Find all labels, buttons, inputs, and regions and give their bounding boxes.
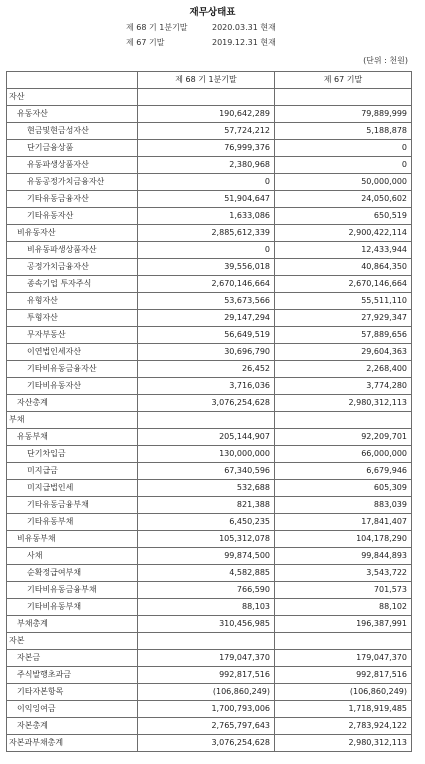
- current-period-value: 190,642,289: [138, 106, 275, 123]
- prior-period-value: 2,980,312,113: [275, 735, 412, 752]
- table-row: [7, 225, 412, 242]
- row-label: 기타비유동금융자산: [7, 361, 138, 378]
- prior-period-value: 57,889,656: [275, 327, 412, 344]
- row-label: 기타유동부채: [7, 514, 138, 531]
- table-row: [7, 344, 412, 361]
- period-prior-line: [126, 37, 276, 48]
- prior-period-value: 99,844,893: [275, 548, 412, 565]
- current-period-value: [138, 633, 275, 650]
- table-row: [7, 514, 412, 531]
- prior-period-value: 40,864,350: [275, 259, 412, 276]
- table-row: [7, 531, 412, 548]
- row-label: 비유동부채: [7, 531, 138, 548]
- row-label: 기타자본항목: [7, 684, 138, 701]
- row-label: 자산총계: [7, 395, 138, 412]
- current-period-value: 99,874,500: [138, 548, 275, 565]
- current-period-value: 56,649,519: [138, 327, 275, 344]
- row-label: 주식발행초과금: [7, 667, 138, 684]
- current-period-value: [138, 89, 275, 106]
- current-period-value: 821,388: [138, 497, 275, 514]
- current-period-value: 30,696,790: [138, 344, 275, 361]
- prior-period-value: [275, 412, 412, 429]
- current-period-value: 4,582,885: [138, 565, 275, 582]
- prior-period-value: (106,860,249): [275, 684, 412, 701]
- row-label: 종속기업 투자주식: [7, 276, 138, 293]
- table-row: [7, 582, 412, 599]
- prior-period-value: 27,929,347: [275, 310, 412, 327]
- current-period-value: 1,700,793,006: [138, 701, 275, 718]
- table-row: [7, 242, 412, 259]
- row-label: 순확정급여부채: [7, 565, 138, 582]
- current-period-value: 67,340,596: [138, 463, 275, 480]
- row-label: 공정가치금융자산: [7, 259, 138, 276]
- row-label: 유동자산: [7, 106, 138, 123]
- prior-period-value: 104,178,290: [275, 531, 412, 548]
- prior-period-value: 179,047,370: [275, 650, 412, 667]
- table-row: [7, 106, 412, 123]
- table-row: [7, 140, 412, 157]
- table-row: [7, 174, 412, 191]
- current-period-value: 29,147,294: [138, 310, 275, 327]
- table-row: [7, 276, 412, 293]
- prior-period-value: 2,268,400: [275, 361, 412, 378]
- table-row: [7, 599, 412, 616]
- row-label: 기타유동금융부채: [7, 497, 138, 514]
- row-label: 자본: [7, 633, 138, 650]
- table-row: [7, 429, 412, 446]
- current-period-value: 88,103: [138, 599, 275, 616]
- current-period-value: 1,633,086: [138, 208, 275, 225]
- current-period-value: 2,885,612,339: [138, 225, 275, 242]
- row-label: 부채총계: [7, 616, 138, 633]
- row-label: 미지급법인세: [7, 480, 138, 497]
- period-current-line: [126, 22, 276, 33]
- period-prior-date: 2019.12.31 현재: [212, 38, 276, 47]
- row-label: 단기차입금: [7, 446, 138, 463]
- row-label: 부채: [7, 412, 138, 429]
- current-period-value: 3,076,254,628: [138, 735, 275, 752]
- row-label: 단기금융상품: [7, 140, 138, 157]
- statement-title: 재무상태표: [189, 7, 236, 18]
- table-row: [7, 123, 412, 140]
- prior-period-value: 1,718,919,485: [275, 701, 412, 718]
- prior-period-value: 883,039: [275, 497, 412, 514]
- table-row: [7, 480, 412, 497]
- table-row: [7, 157, 412, 174]
- current-period-value: 310,456,985: [138, 616, 275, 633]
- row-label: 자본과부채총계: [7, 735, 138, 752]
- row-label: 자본총계: [7, 718, 138, 735]
- table-row: [7, 89, 412, 106]
- period-current-label: 제 68 기 1분기말: [126, 23, 188, 32]
- prior-period-value: 0: [275, 140, 412, 157]
- table-row: [7, 327, 412, 344]
- prior-period-value: 3,543,722: [275, 565, 412, 582]
- current-period-value: 179,047,370: [138, 650, 275, 667]
- row-label: 유동파생상품자산: [7, 157, 138, 174]
- table-row: [7, 208, 412, 225]
- table-row: [7, 718, 412, 735]
- prior-period-value: 3,774,280: [275, 378, 412, 395]
- prior-period-value: 88,102: [275, 599, 412, 616]
- current-period-value: 76,999,376: [138, 140, 275, 157]
- prior-period-value: 50,000,000: [275, 174, 412, 191]
- table-row: [7, 361, 412, 378]
- current-period-value: 532,688: [138, 480, 275, 497]
- current-period-value: 51,904,647: [138, 191, 275, 208]
- prior-period-value: 605,309: [275, 480, 412, 497]
- unit-note: (단위 : 천원): [363, 56, 408, 65]
- current-period-value: 3,076,254,628: [138, 395, 275, 412]
- current-period-value: 105,312,078: [138, 531, 275, 548]
- table-row: [7, 310, 412, 327]
- row-label: 무자부동산: [7, 327, 138, 344]
- table-body: [7, 89, 412, 752]
- period-current-date: 2020.03.31 현재: [212, 23, 276, 32]
- table-header-row: [7, 72, 412, 89]
- current-period-value: 205,144,907: [138, 429, 275, 446]
- header-prior-period: 제 67 기말: [275, 72, 412, 89]
- prior-period-value: 92,209,701: [275, 429, 412, 446]
- row-label: 현금및현금성자산: [7, 123, 138, 140]
- table-row: [7, 378, 412, 395]
- row-label: 비유동파생상품자산: [7, 242, 138, 259]
- period-prior-label: 제 67 기말: [126, 38, 165, 47]
- table-row: [7, 565, 412, 582]
- row-label: 유동공정가치금융자산: [7, 174, 138, 191]
- row-label: 이익잉여금: [7, 701, 138, 718]
- prior-period-value: 5,188,878: [275, 123, 412, 140]
- header-current-period: 제 68 기 1분기말: [138, 72, 275, 89]
- current-period-value: 0: [138, 174, 275, 191]
- prior-period-value: 992,817,516: [275, 667, 412, 684]
- table-row: [7, 463, 412, 480]
- table-row: [7, 259, 412, 276]
- current-period-value: 2,670,146,664: [138, 276, 275, 293]
- table-row: [7, 548, 412, 565]
- prior-period-value: 701,573: [275, 582, 412, 599]
- row-label: 이연법인세자산: [7, 344, 138, 361]
- row-label: 사채: [7, 548, 138, 565]
- current-period-value: (106,860,249): [138, 684, 275, 701]
- row-label: 유동부채: [7, 429, 138, 446]
- row-label: 자산: [7, 89, 138, 106]
- current-period-value: 130,000,000: [138, 446, 275, 463]
- prior-period-value: 2,900,422,114: [275, 225, 412, 242]
- current-period-value: 26,452: [138, 361, 275, 378]
- row-label: 유형자산: [7, 293, 138, 310]
- table-row: [7, 735, 412, 752]
- table-row: [7, 633, 412, 650]
- header-item: [7, 72, 138, 89]
- row-label: 기타유동자산: [7, 208, 138, 225]
- current-period-value: 3,716,036: [138, 378, 275, 395]
- prior-period-value: 29,604,363: [275, 344, 412, 361]
- row-label: 기타비유동자산: [7, 378, 138, 395]
- row-label: 기타비유동부채: [7, 599, 138, 616]
- prior-period-value: 55,511,110: [275, 293, 412, 310]
- table-row: [7, 616, 412, 633]
- current-period-value: 53,673,566: [138, 293, 275, 310]
- table-row: [7, 446, 412, 463]
- prior-period-value: 2,980,312,113: [275, 395, 412, 412]
- prior-period-value: 17,841,407: [275, 514, 412, 531]
- prior-period-value: 650,519: [275, 208, 412, 225]
- prior-period-value: 24,050,602: [275, 191, 412, 208]
- prior-period-value: 196,387,991: [275, 616, 412, 633]
- prior-period-value: 6,679,946: [275, 463, 412, 480]
- table-row: [7, 667, 412, 684]
- prior-period-value: 0: [275, 157, 412, 174]
- current-period-value: 2,380,968: [138, 157, 275, 174]
- table-row: [7, 684, 412, 701]
- row-label: 미지급금: [7, 463, 138, 480]
- prior-period-value: [275, 633, 412, 650]
- row-label: 기타유동금융자산: [7, 191, 138, 208]
- prior-period-value: 2,670,146,664: [275, 276, 412, 293]
- table-row: [7, 395, 412, 412]
- current-period-value: 39,556,018: [138, 259, 275, 276]
- prior-period-value: 66,000,000: [275, 446, 412, 463]
- row-label: 기타비유동금융부채: [7, 582, 138, 599]
- table-row: [7, 412, 412, 429]
- prior-period-value: [275, 89, 412, 106]
- current-period-value: 57,724,212: [138, 123, 275, 140]
- current-period-value: 766,590: [138, 582, 275, 599]
- current-period-value: 992,817,516: [138, 667, 275, 684]
- prior-period-value: 2,783,924,122: [275, 718, 412, 735]
- row-label: 비유동자산: [7, 225, 138, 242]
- table-row: [7, 191, 412, 208]
- prior-period-value: 79,889,999: [275, 106, 412, 123]
- table-row: [7, 497, 412, 514]
- current-period-value: [138, 412, 275, 429]
- table-row: [7, 650, 412, 667]
- current-period-value: 0: [138, 242, 275, 259]
- row-label: 자본금: [7, 650, 138, 667]
- row-label: 투형자산: [7, 310, 138, 327]
- current-period-value: 6,450,235: [138, 514, 275, 531]
- table-row: [7, 701, 412, 718]
- table-row: [7, 293, 412, 310]
- balance-sheet-table: [6, 71, 412, 752]
- prior-period-value: 12,433,944: [275, 242, 412, 259]
- current-period-value: 2,765,797,643: [138, 718, 275, 735]
